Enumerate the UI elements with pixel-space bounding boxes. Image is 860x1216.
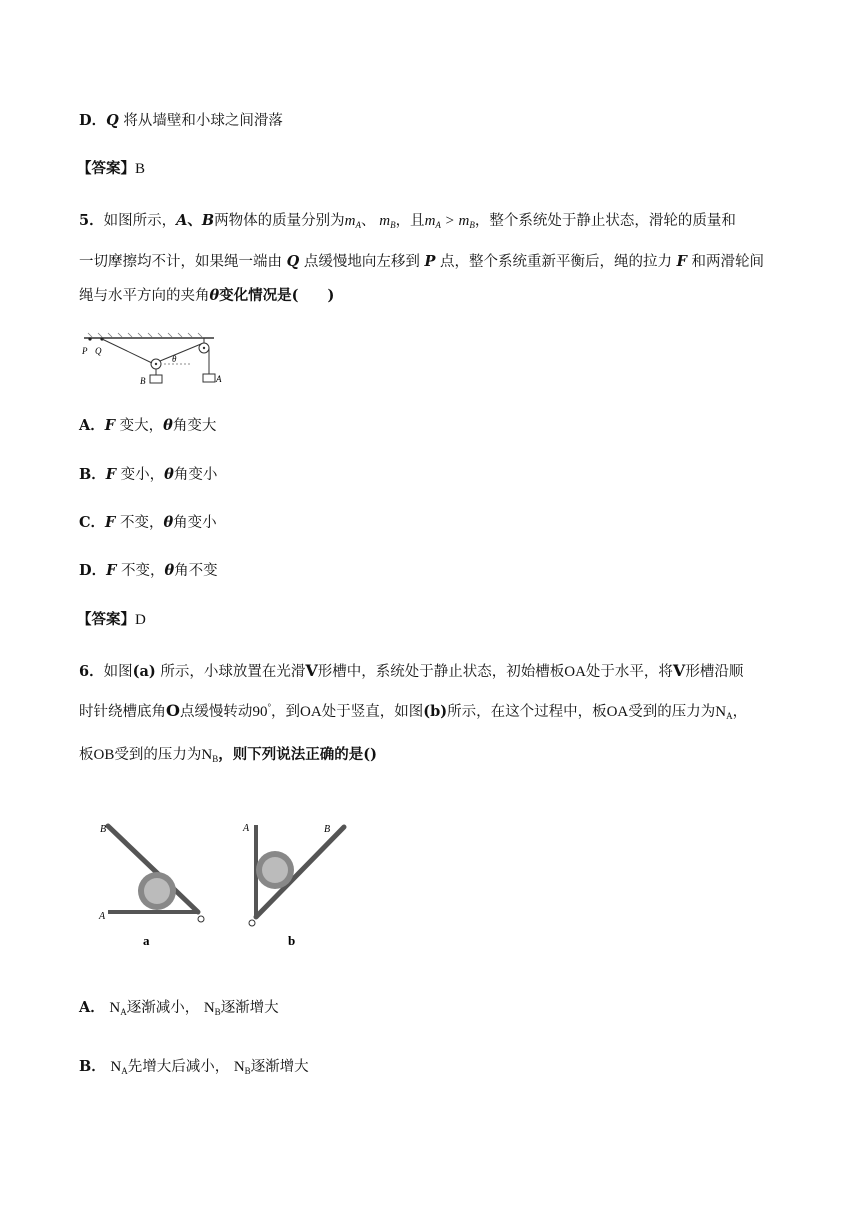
q4-answer <box>77 159 145 179</box>
q5-text: 点缓慢地向左移到 <box>303 254 420 270</box>
q5-text: ，且 <box>395 213 425 229</box>
q5-text: 变化情况是( ) <box>219 287 335 304</box>
var-q: Q <box>106 112 119 129</box>
q5-stem-line1 <box>79 211 736 235</box>
q5-number: 5． <box>79 212 104 229</box>
fig-a-label-a: A <box>99 911 106 922</box>
var-b: B <box>201 212 215 229</box>
q5-text: 如图所示， <box>103 213 177 229</box>
q5-text: 一切摩擦均不计，如果绳一端由 <box>79 254 282 270</box>
mass-inequality: $m_A > m_B$ <box>424 213 475 230</box>
q6-option-a: A． $N_A$逐渐减小， $N_B$逐渐增大 <box>79 999 279 1017</box>
q5-option-b: B．F 变小，θ角变小 <box>79 466 218 483</box>
n-b: $N_B$ <box>203 1000 221 1017</box>
q5-stem-line3 <box>79 286 334 306</box>
n-b: $N_B$ <box>201 747 219 764</box>
q6-number: 6． <box>79 663 104 680</box>
label-a: A <box>216 374 222 384</box>
label-q: Q <box>95 346 102 356</box>
q5-pulley-figure <box>80 330 230 390</box>
q6-figure-b <box>238 815 353 950</box>
q5-text: ，整个系统处于静止状态，滑轮的质量和 <box>474 213 736 229</box>
option-text: 将从墙壁和小球之间滑落 <box>123 113 283 129</box>
fig-a-caption: a <box>143 933 150 948</box>
q5-text: 和两滑轮间 <box>691 254 764 270</box>
q6-stem-line2: 时针绕槽底角O点缓慢转动90°，到OA处于竖直，如图(b)所示，在这个过程中，板OA受到的压力为$N_A$， <box>79 701 748 721</box>
q4-option-d <box>79 111 283 131</box>
q6-figure-a <box>95 815 215 950</box>
q6-stem-line1: 6．如图(a) 所示，小球放置在光滑V形槽中，系统处于静止状态，初始槽板OA处于水平，将V形槽沿顺 <box>79 661 744 680</box>
q5-stem-line2 <box>79 252 764 272</box>
var-f: F <box>676 253 687 270</box>
q5-text: 点，整个系统重新平衡后，绳的拉力 <box>439 254 672 270</box>
q5-text: 绳与水平方向的夹角 <box>79 288 210 304</box>
answer-value: B <box>135 161 146 177</box>
n-a: $N_A$ <box>110 1059 128 1076</box>
var-p: P <box>424 253 436 270</box>
q6-option-b: B． $N_A$先增大后减小， $N_B$逐渐增大 <box>79 1058 309 1076</box>
var-theta: θ <box>209 287 220 304</box>
label-theta: θ <box>172 354 177 364</box>
q5-option-a: A．F 变大，θ角变大 <box>79 417 217 434</box>
q5-sep: 、 <box>187 212 202 229</box>
fig-b-caption: b <box>288 933 296 948</box>
fig-b-label-a: A <box>243 823 250 834</box>
q5-option-d: D．F 不变，θ角不变 <box>79 562 218 579</box>
fig-b-label-b: B <box>324 824 331 835</box>
n-b: $N_B$ <box>233 1059 251 1076</box>
answer-bracket: 【答案】 <box>77 160 135 177</box>
var-q: Q <box>286 253 300 270</box>
var-a: A <box>176 212 188 229</box>
q5-sep: 、 <box>360 213 376 229</box>
option-label: D． <box>79 112 107 129</box>
q5-text: 两物体的质量分别为 <box>214 213 345 229</box>
fig-a-label-b: B <box>100 824 107 835</box>
q5-answer: 【答案】D <box>77 611 146 628</box>
m-b: $m_B$ <box>379 213 396 230</box>
m-a: $m_A$ <box>344 213 361 230</box>
q5-option-c: C．F 不变，θ角变小 <box>79 514 217 531</box>
q6-stem-line3: 板OB受到的压力为$N_B$，则下列说法正确的是() <box>79 746 377 764</box>
label-p: P <box>82 346 88 356</box>
label-b: B <box>140 376 146 386</box>
n-a: $N_A$ <box>715 704 733 721</box>
angle-90: 90° <box>252 702 272 720</box>
n-a: $N_A$ <box>109 1000 127 1017</box>
